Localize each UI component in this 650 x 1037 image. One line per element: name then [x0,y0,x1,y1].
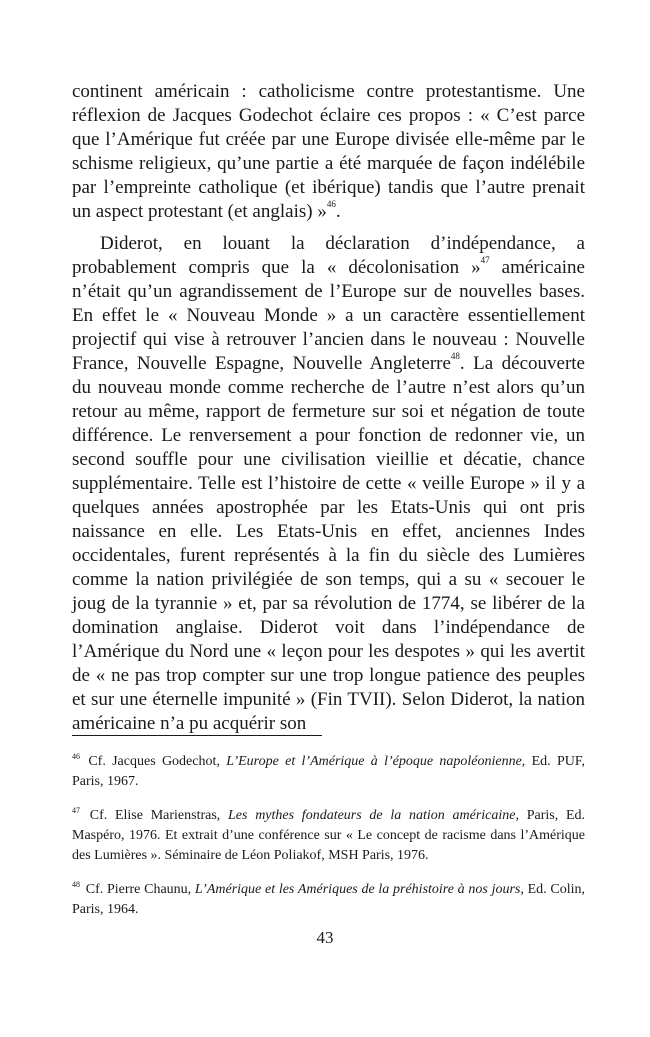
footnote-46 [72,752,585,792]
footnotes [72,752,585,934]
paragraph-2-part-2: américaine n’était qu’un agrandissement de l’Europe sur de nouvelles bases. En effet le « Nouveau Monde » a un caractère essentiellement projectif qui vise à retrouver l’ancien dans le nouveau : Nouvelle France, Nouvelle Espagne, Nouvelle Angleterre [72,257,585,374]
footnote-number: 46 [72,752,80,762]
footnote-text: , Ed. Colin, Paris, 1964. [72,882,586,917]
footnote-separator [72,735,322,736]
paragraph-1 [72,80,585,224]
paragraph-2 [72,232,585,736]
footnote-48 [72,880,585,920]
footnote-number: 47 [72,806,80,816]
footnote-title: L’Amérique et les Amériques de la préhistoire à nos jours [194,882,521,897]
paragraph-2-part-1: Diderot, en louant la déclaration d’indépendance, a probablement compris que la « décolonisation » [72,233,585,278]
paragraph-1-text: continent américain : catholicisme contre protestantisme. Une réflexion de Jacques Godechot éclaire ces propos : « C’est parce que l’Amérique fut créée par une Europe divisée elle-même par le schisme religieux, qu’une partie a été marquée de façon indélébile par l’empreinte catholique (et ibérique) tandis que l’autre prenait un aspect protestant (et anglais) » [72,81,585,222]
footnote-text: Paris, Ed. Maspéro, 1976. Et extrait d’une conférence sur « Le concept de racisme dans l’Amérique des Lumières ». Séminaire de Léon Poliakof, MSH Paris, 1976. [72,808,585,863]
footnote-ref-46: 46 [326,198,336,209]
main-text [72,80,585,736]
footnote-text: Cf. Pierre Chaunu, [85,882,195,897]
footnote-ref-48: 48 [450,350,460,361]
footnote-title: Les mythes fondateurs de la nation américaine, [228,808,519,823]
footnote-ref-47: 47 [480,254,490,265]
footnote-47 [72,806,585,866]
footnote-text: Cf. Jacques Godechot, [88,754,227,769]
footnote-title: L’Europe et l’Amérique à l’époque napoléonienne [226,754,522,769]
footnote-text: , Ed. PUF, Paris, 1967. [72,754,586,789]
page-number: 43 [316,928,334,947]
footnote-number: 48 [72,880,80,890]
footnote-text: Cf. Elise Marienstras, [89,808,229,823]
paragraph-1-tail: . [335,201,341,222]
paragraph-2-part-3: . La découverte du nouveau monde comme recherche de l’autre n’est alors qu’un retour au même, rapport de fermeture sur soi et négation de toute différence. Le renversement a pour fonction de redonner vie, un second souffle pour une civilisation vieillie et décatie, chance supplémentaire. Telle est l’histoire de cette « veille Europe » il y a quelques années apostrophée par les Etats-Unis qui ont pris naissance en elle. Les Etats-Unis en effet, anciennes Indes occidentales, furent représentés à la fin du siècle des Lumières comme la nation privilégiée de son temps, qui a su « secouer le joug de la tyrannie » et, par sa révolution de 1774, se libérer de la domination anglaise. Diderot voit dans l’indépendance de l’Amérique du Nord une « leçon pour les despotes » qui les avertit de « ne pas trop compter sur une trop longue patience des peuples et sur une éternelle impunité » (Fin TVII). Selon Diderot, la nation américaine n’a pu acquérir son [72,353,585,734]
